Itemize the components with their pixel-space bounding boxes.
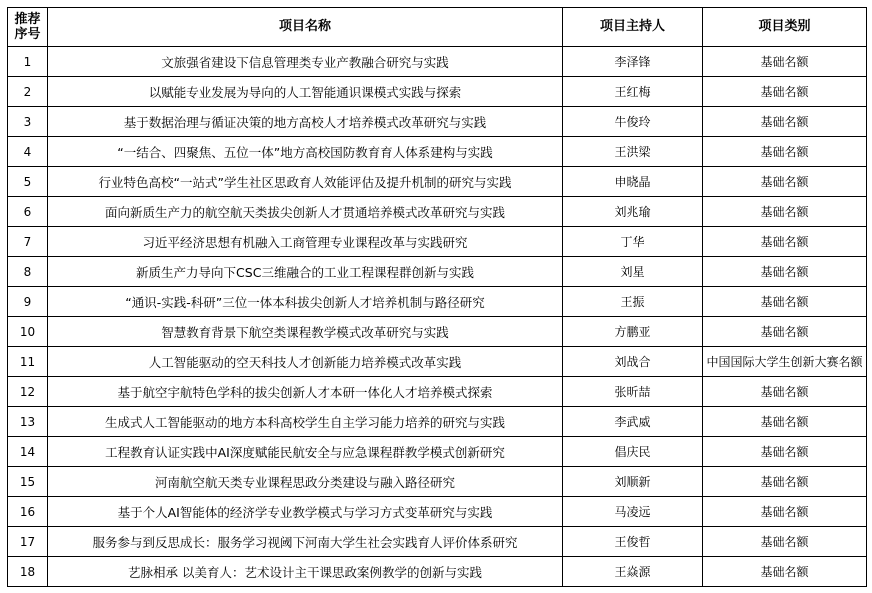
cell-project-type: 基础名额 bbox=[703, 377, 867, 407]
cell-project-host: 马凌远 bbox=[563, 497, 703, 527]
table-row bbox=[8, 77, 867, 107]
header-project-host: 项目主持人 bbox=[563, 8, 703, 47]
cell-project-type: 基础名额 bbox=[703, 257, 867, 287]
cell-project-type: 基础名额 bbox=[703, 317, 867, 347]
cell-project-host: 王俊哲 bbox=[563, 527, 703, 557]
cell-project-host: 刘顺新 bbox=[563, 467, 703, 497]
cell-project-host: 牛俊玲 bbox=[563, 107, 703, 137]
cell-project-type: 基础名额 bbox=[703, 287, 867, 317]
cell-project-type: 基础名额 bbox=[703, 197, 867, 227]
cell-project-host: 王焱源 bbox=[563, 557, 703, 587]
table-header-row bbox=[8, 8, 867, 47]
table-row bbox=[8, 527, 867, 557]
cell-serial-number: 7 bbox=[8, 227, 48, 257]
cell-project-host: 倡庆民 bbox=[563, 437, 703, 467]
table-row bbox=[8, 557, 867, 587]
cell-project-type: 基础名额 bbox=[703, 557, 867, 587]
header-serial-line1: 推荐 bbox=[14, 12, 41, 27]
project-list-sheet bbox=[7, 7, 866, 587]
header-serial-line2: 序号 bbox=[14, 27, 41, 42]
cell-project-name: 基于数据治理与循证决策的地方高校人才培养模式改革研究与实践 bbox=[48, 107, 563, 137]
cell-project-name: “一结合、四聚焦、五位一体”地方高校国防教育育人体系建构与实践 bbox=[48, 137, 563, 167]
cell-project-host: 刘兆瑜 bbox=[563, 197, 703, 227]
cell-project-host: 方鹏亚 bbox=[563, 317, 703, 347]
cell-project-host: 丁华 bbox=[563, 227, 703, 257]
header-serial-number bbox=[8, 8, 48, 47]
cell-project-type: 基础名额 bbox=[703, 467, 867, 497]
header-project-type: 项目类别 bbox=[703, 8, 867, 47]
header-project-name: 项目名称 bbox=[48, 8, 563, 47]
cell-project-type: 基础名额 bbox=[703, 227, 867, 257]
cell-project-type: 基础名额 bbox=[703, 107, 867, 137]
cell-project-host: 王振 bbox=[563, 287, 703, 317]
cell-project-host: 李泽锋 bbox=[563, 47, 703, 77]
cell-project-type: 基础名额 bbox=[703, 47, 867, 77]
cell-project-type: 基础名额 bbox=[703, 137, 867, 167]
cell-serial-number: 12 bbox=[8, 377, 48, 407]
table-row bbox=[8, 407, 867, 437]
cell-project-name: 河南航空航天类专业课程思政分类建设与融入路径研究 bbox=[48, 467, 563, 497]
cell-project-name: 艺脉相承 以美育人：艺术设计主干课思政案例教学的创新与实践 bbox=[48, 557, 563, 587]
cell-project-type: 基础名额 bbox=[703, 407, 867, 437]
table-row bbox=[8, 107, 867, 137]
table-row bbox=[8, 467, 867, 497]
cell-project-host: 张昕喆 bbox=[563, 377, 703, 407]
cell-serial-number: 18 bbox=[8, 557, 48, 587]
cell-project-type: 中国国际大学生创新大赛名额 bbox=[703, 347, 867, 377]
cell-project-name: “通识-实践-科研”三位一体本科拔尖创新人才培养机制与路径研究 bbox=[48, 287, 563, 317]
project-table bbox=[7, 7, 867, 587]
cell-project-name: 基于个人AI智能体的经济学专业教学模式与学习方式变革研究与实践 bbox=[48, 497, 563, 527]
cell-project-type: 基础名额 bbox=[703, 497, 867, 527]
table-row bbox=[8, 497, 867, 527]
cell-project-type: 基础名额 bbox=[703, 527, 867, 557]
table-row bbox=[8, 47, 867, 77]
cell-project-name: 工程教育认证实践中AI深度赋能民航安全与应急课程群教学模式创新研究 bbox=[48, 437, 563, 467]
cell-serial-number: 9 bbox=[8, 287, 48, 317]
table-row bbox=[8, 347, 867, 377]
table-row bbox=[8, 377, 867, 407]
cell-serial-number: 15 bbox=[8, 467, 48, 497]
cell-serial-number: 4 bbox=[8, 137, 48, 167]
cell-project-type: 基础名额 bbox=[703, 167, 867, 197]
cell-project-name: 生成式人工智能驱动的地方本科高校学生自主学习能力培养的研究与实践 bbox=[48, 407, 563, 437]
cell-project-host: 王红梅 bbox=[563, 77, 703, 107]
table-row bbox=[8, 257, 867, 287]
cell-serial-number: 2 bbox=[8, 77, 48, 107]
table-row bbox=[8, 197, 867, 227]
cell-project-host: 刘星 bbox=[563, 257, 703, 287]
cell-project-name: 服务参与到反思成长：服务学习视阈下河南大学生社会实践育人评价体系研究 bbox=[48, 527, 563, 557]
cell-project-name: 文旅强省建设下信息管理类专业产教融合研究与实践 bbox=[48, 47, 563, 77]
cell-project-host: 李武威 bbox=[563, 407, 703, 437]
cell-serial-number: 6 bbox=[8, 197, 48, 227]
cell-serial-number: 10 bbox=[8, 317, 48, 347]
table-row bbox=[8, 227, 867, 257]
cell-project-name: 行业特色高校“一站式”学生社区思政育人效能评估及提升机制的研究与实践 bbox=[48, 167, 563, 197]
cell-serial-number: 5 bbox=[8, 167, 48, 197]
table-row bbox=[8, 137, 867, 167]
cell-serial-number: 1 bbox=[8, 47, 48, 77]
cell-project-name: 人工智能驱动的空天科技人才创新能力培养模式改革实践 bbox=[48, 347, 563, 377]
table-row bbox=[8, 287, 867, 317]
table-row bbox=[8, 317, 867, 347]
cell-serial-number: 17 bbox=[8, 527, 48, 557]
cell-project-name: 智慧教育背景下航空类课程教学模式改革研究与实践 bbox=[48, 317, 563, 347]
cell-serial-number: 16 bbox=[8, 497, 48, 527]
cell-project-name: 习近平经济思想有机融入工商管理专业课程改革与实践研究 bbox=[48, 227, 563, 257]
cell-project-host: 王洪梁 bbox=[563, 137, 703, 167]
cell-project-host: 刘战合 bbox=[563, 347, 703, 377]
cell-project-host: 申晓晶 bbox=[563, 167, 703, 197]
cell-project-name: 基于航空宇航特色学科的拔尖创新人才本研一体化人才培养模式探索 bbox=[48, 377, 563, 407]
cell-project-type: 基础名额 bbox=[703, 437, 867, 467]
table-row bbox=[8, 437, 867, 467]
cell-serial-number: 8 bbox=[8, 257, 48, 287]
cell-serial-number: 13 bbox=[8, 407, 48, 437]
table-row bbox=[8, 167, 867, 197]
cell-project-name: 新质生产力导向下CSC三维融合的工业工程课程群创新与实践 bbox=[48, 257, 563, 287]
cell-serial-number: 3 bbox=[8, 107, 48, 137]
cell-project-name: 面向新质生产力的航空航天类拔尖创新人才贯通培养模式改革研究与实践 bbox=[48, 197, 563, 227]
cell-project-type: 基础名额 bbox=[703, 77, 867, 107]
cell-project-name: 以赋能专业发展为导向的人工智能通识课模式实践与探索 bbox=[48, 77, 563, 107]
cell-serial-number: 14 bbox=[8, 437, 48, 467]
cell-serial-number: 11 bbox=[8, 347, 48, 377]
